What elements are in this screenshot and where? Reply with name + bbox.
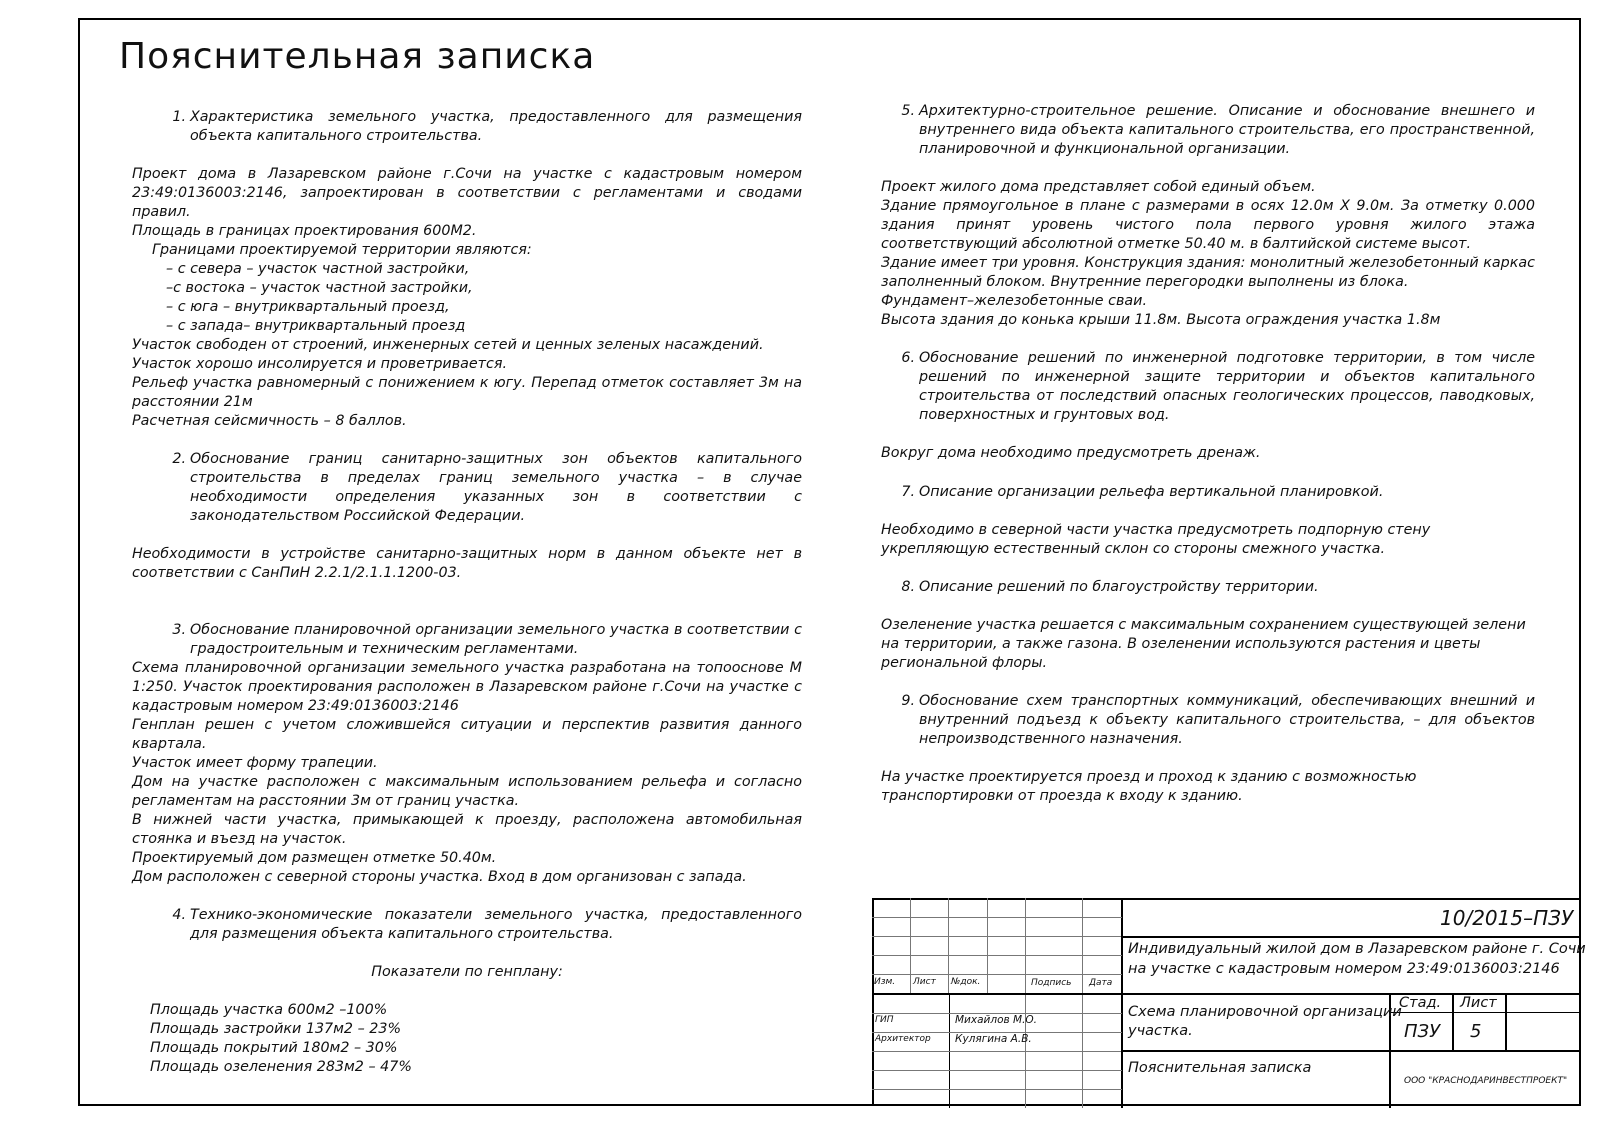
col-ndok-label: №док. xyxy=(951,977,981,987)
paragraph: Проект дома в Лазаревском районе г.Сочи на участке с кадастровым номером 23:49:0136003:2146, запроектирован в соответствии с регламентами и сводами правил. xyxy=(132,166,802,220)
col-signature-label: Подпись xyxy=(1031,978,1072,988)
list-item: –с востока – участок частной застройки, xyxy=(166,280,473,296)
divider xyxy=(872,974,1122,975)
list-item: – с юга – внутриквартальный проезд, xyxy=(166,299,450,315)
paragraph: Здание имеет три уровня. Конструкция здания: монолитный железобетонный каркас заполненный блоком. Внутренние перегородки выполнены из блока. xyxy=(881,255,1535,290)
divider xyxy=(1452,994,1454,1051)
paragraph: Участок свободен от строений, инженерных сетей и ценных зеленых насаждений. xyxy=(132,337,764,353)
col-izm-label: Изм. xyxy=(874,977,896,987)
sheet-title: Пояснительная записка xyxy=(1128,1060,1312,1076)
section-7-heading: 7. Описание организации рельефа вертикальной планировкой. xyxy=(901,484,1384,500)
name-gip: Михайлов М.О. xyxy=(955,1014,1038,1026)
role-gip: ГИП xyxy=(875,1015,894,1025)
borders-title: Границами проектируемой территории являются: xyxy=(152,242,532,258)
divider xyxy=(1505,994,1507,1051)
paragraph: укрепляющую естественный склон со стороны смежного участка. xyxy=(881,541,1385,557)
paragraph: Дом на участке расположен с максимальным использованием рельефа и согласно регламентам на расстоянии 3м от границ участка. xyxy=(132,774,802,809)
section-4-heading: 4. Технико-экономические показатели земельного участка, предоставленного для размещения объекта капитального строительства. xyxy=(172,907,802,942)
divider xyxy=(872,1051,1122,1052)
section-5-heading: 5. Архитектурно-строительное решение. Описание и обоснование внешнего и внутреннего вида объекта капитального строительства, его пространственной, планировочной и функциональной организации. xyxy=(901,103,1535,157)
section-8-heading: 8. Описание решений по благоустройству территории. xyxy=(901,579,1319,595)
paragraph: Фундамент–железобетонные сваи. xyxy=(881,293,1148,309)
sheet-label: Лист xyxy=(1460,995,1497,1011)
name-architect: Кулягина А.В. xyxy=(955,1033,1032,1045)
paragraph: Площадь в границах проектирования 600М2. xyxy=(132,223,477,239)
divider xyxy=(872,955,1122,956)
paragraph: Необходимости в устройстве санитарно-защитных норм в данном объекте нет в соответствии с СанПиН 2.2.1/2.1.1.1200-03. xyxy=(132,546,802,581)
paragraph: Озеленение участка решается с максимальным сохранением существующей зелени xyxy=(881,617,1526,633)
paragraph: региональной флоры. xyxy=(881,655,1048,671)
indicator-item: Площадь застройки 137м2 – 23% xyxy=(150,1021,402,1037)
section-6-heading: 6. Обоснование решений по инженерной подготовке территории, в том числе решений по инженерной защите территории и объектов капитального строительства от последствий опасных геологических процессов, паводковых, поверхностных и грунтовых вод. xyxy=(901,350,1535,423)
divider xyxy=(1121,1050,1581,1052)
indicators-subtitle: Показатели по генплану: xyxy=(371,964,563,980)
paragraph: на территории, а также газона. В озеленении используются растения и цветы xyxy=(881,636,1481,652)
organization-name: ООО "КРАСНОДАРИНВЕСТПРОЕКТ" xyxy=(1404,1076,1568,1086)
col-list-label: Лист xyxy=(913,977,936,987)
divider xyxy=(872,936,1122,937)
paragraph: Проектируемый дом размещен отметке 50.40м. xyxy=(132,850,497,866)
paragraph: Здание прямоугольное в плане с размерами в осях 12.0м Х 9.0м. За отметку 0.000 здания принят уровень чистого пола первого уровня жилого этажа соответствующий абсолютной отметке 50.40 м. в балтийской системе высот. xyxy=(881,198,1535,252)
role-architect: Архитектор xyxy=(875,1034,931,1044)
object-name-line2: на участке с кадастровым номером 23:49:0136003:2146 xyxy=(1128,961,1560,977)
list-item: – с севера – участок частной застройки, xyxy=(166,261,470,277)
paragraph: Рельеф участка равномерный с понижением к югу. Перепад отметок составляет 3м на расстоянии 21м xyxy=(132,375,802,410)
object-name-line1: Индивидуальный жилой дом в Лазаревском районе г. Сочи xyxy=(1128,941,1586,957)
indicator-item: Площадь озеленения 283м2 – 47% xyxy=(150,1059,412,1075)
drawing-name-line2: участка. xyxy=(1128,1023,1193,1039)
indicator-item: Площадь участка 600м2 –100% xyxy=(150,1002,388,1018)
paragraph: Схема планировочной организации земельного участка разработана на топооснове М 1:250. Участок проектирования расположен в Лазаревском районе г.Сочи на участке с кадастровым номером 23:49:0136003:2146 xyxy=(132,660,802,714)
document-code: 10/2015–ПЗУ xyxy=(1440,906,1574,930)
paragraph: Расчетная сейсмичность – 8 баллов. xyxy=(132,413,407,429)
section-2-heading: 2. Обоснование границ санитарно-защитных зон объектов капитального строительства в пределах границ земельного участка – в случае необходимости определения указанных зон в соответствии с законодательством Российской Федерации. xyxy=(172,451,802,524)
paragraph: Высота здания до конька крыши 11.8м. Высота ограждения участка 1.8м xyxy=(881,312,1441,328)
divider xyxy=(1121,936,1581,938)
sheet-number: 5 xyxy=(1470,1021,1482,1042)
divider xyxy=(872,917,1122,918)
divider xyxy=(948,898,949,994)
paragraph: транспортировки от проезда к входу к зданию. xyxy=(881,788,1243,804)
paragraph: На участке проектируется проезд и проход к зданию с возможностью xyxy=(881,769,1417,785)
divider xyxy=(1121,898,1123,1108)
drawing-name-line1: Схема планировочной организации xyxy=(1128,1004,1402,1020)
left-column xyxy=(132,108,802,1077)
paragraph: Генплан решен с учетом сложившейся ситуации и перспектив развития данного квартала. xyxy=(132,717,802,752)
section-1-heading: 1. Характеристика земельного участка, предоставленного для размещения объекта капитального строительства. xyxy=(172,109,802,144)
stage-value: ПЗУ xyxy=(1404,1021,1441,1042)
right-column xyxy=(881,102,1535,806)
paragraph: Вокруг дома необходимо предусмотреть дренаж. xyxy=(881,445,1261,461)
paragraph: Необходимо в северной части участка предусмотреть подпорную стену xyxy=(881,522,1431,538)
stage-label: Стад. xyxy=(1399,995,1442,1011)
divider xyxy=(872,1089,1122,1090)
indicator-item: Площадь покрытий 180м2 – 30% xyxy=(150,1040,398,1056)
divider xyxy=(1025,898,1026,1108)
divider xyxy=(910,898,911,994)
divider xyxy=(1082,898,1083,1108)
paragraph: В нижней части участка, примыкающей к проезду, расположена автомобильная стоянка и въезд на участок. xyxy=(132,812,802,847)
paragraph: Участок имеет форму трапеции. xyxy=(132,755,378,771)
page-title: Пояснительная записка xyxy=(119,36,596,77)
section-9-heading: 9. Обоснование схем транспортных коммуникаций, обеспечивающих внешний и внутренний подъезд к объекту капитального строительства, – для объектов непроизводственного назначения. xyxy=(901,693,1535,747)
divider xyxy=(872,1070,1122,1071)
paragraph: Дом расположен с северной стороны участка. Вход в дом организован с запада. xyxy=(132,869,747,885)
divider xyxy=(987,898,988,994)
paragraph: Проект жилого дома представляет собой единый объем. xyxy=(881,179,1316,195)
section-3-heading: 3. Обоснование планировочной организации земельного участка в соответствии с градостроительным и техническим регламентами. xyxy=(172,622,802,657)
col-date-label: Дата xyxy=(1089,978,1113,988)
list-item: – с запада– внутриквартальный проезд xyxy=(166,318,466,334)
paragraph: Участок хорошо инсолируется и проветривается. xyxy=(132,356,508,372)
